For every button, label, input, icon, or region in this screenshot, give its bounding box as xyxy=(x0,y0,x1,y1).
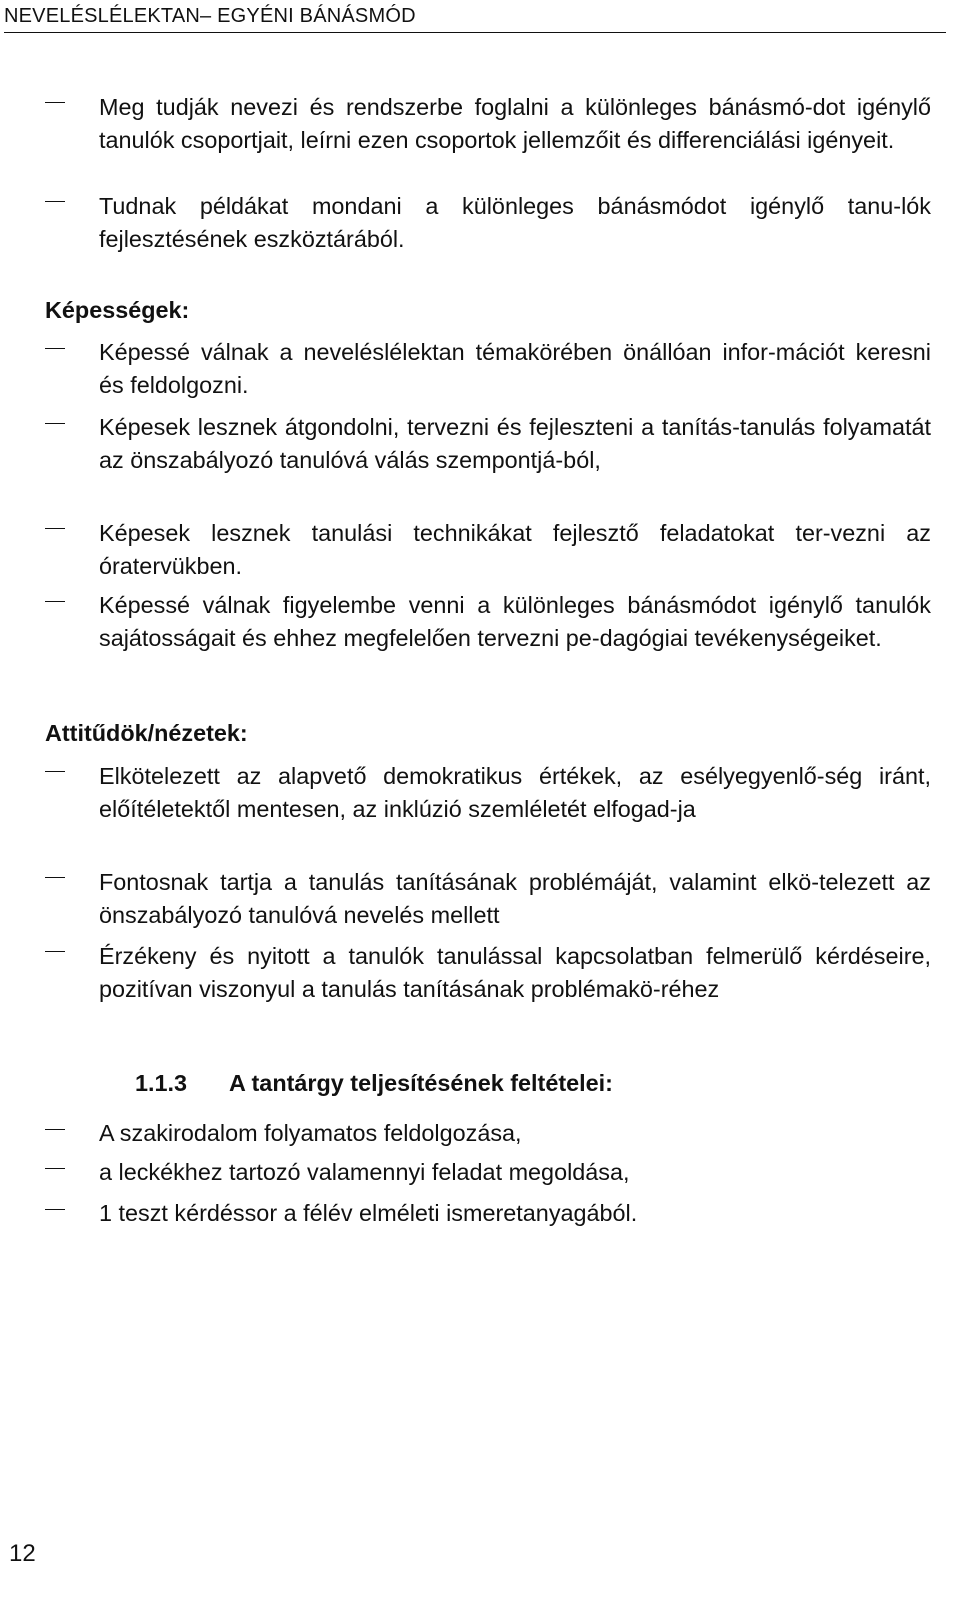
header-rule xyxy=(4,32,946,33)
list-item: Elkötelezett az alapvető demokratikus értékek, az esélyegyenlő-ség iránt, előítéletektől mentesen, az inklúzió szemléletét elfogad-ja xyxy=(99,763,931,822)
list-item: Fontosnak tartja a tanulás tanításának problémáját, valamint elkö-telezett az önszabályozó tanulóvá nevelés mellett xyxy=(99,869,931,928)
dash-bullet xyxy=(45,201,65,202)
dash-bullet xyxy=(45,771,65,772)
list-item: Képessé válnak a neveléslélektan témakörében önállóan infor-mációt keresni és feldolgozni. xyxy=(99,339,931,398)
page-number: 12 xyxy=(9,1540,36,1567)
list-item: A szakirodalom folyamatos feldolgozása, xyxy=(99,1120,522,1146)
dash-bullet xyxy=(45,423,65,424)
dash-bullet xyxy=(45,102,65,103)
list-item: Képessé válnak figyelembe venni a különleges bánásmódot igénylő tanulók sajátosságait és ehhez megfelelően tervezni pe-dagógiai tevékenységeiket. xyxy=(99,592,931,651)
dash-bullet xyxy=(45,1209,65,1210)
dash-bullet xyxy=(45,877,65,878)
list-item: a leckékhez tartozó valamennyi feladat megoldása, xyxy=(99,1159,630,1185)
subsection-number: 1.1.3 xyxy=(135,1070,188,1096)
dash-bullet xyxy=(45,951,65,952)
running-header: NEVELÉSLÉLEKTAN– EGYÉNI BÁNÁSMÓD xyxy=(4,5,416,27)
dash-bullet xyxy=(45,1129,65,1130)
dash-bullet xyxy=(45,1168,65,1169)
list-item: Tudnak példákat mondani a különleges bánásmódot igénylő tanu-lók fejlesztésének eszköztárából. xyxy=(99,193,931,252)
section-heading-skills: Képességek: xyxy=(45,297,190,323)
section-heading-attitudes: Attitűdök/nézetek: xyxy=(45,720,248,746)
subsection-heading xyxy=(135,1067,613,1100)
list-item: Képesek lesznek tanulási technikákat fejlesztő feladatokat ter-vezni az óratervükben. xyxy=(99,520,931,579)
subsection-title: A tantárgy teljesítésének feltételei: xyxy=(229,1070,613,1096)
list-item: Meg tudják nevezi és rendszerbe foglalni a különleges bánásmó-dot igénylő tanulók csoportjait, leírni ezen csoportok jellemzőit és differenciálási igényeit. xyxy=(99,94,931,153)
list-item: Érzékeny és nyitott a tanulók tanulással kapcsolatban felmerülő kérdéseire, pozitívan viszonyul a tanulás tanításának problémakö-réhez xyxy=(99,943,931,1002)
dash-bullet xyxy=(45,348,65,349)
list-item: Képesek lesznek átgondolni, tervezni és fejleszteni a tanítás-tanulás folyamatát az önszabályozó tanulóvá válás szempontjá-ból, xyxy=(99,414,931,473)
list-item: 1 teszt kérdéssor a félév elméleti ismeretanyagából. xyxy=(99,1200,638,1226)
dash-bullet xyxy=(45,528,65,529)
dash-bullet xyxy=(45,601,65,602)
